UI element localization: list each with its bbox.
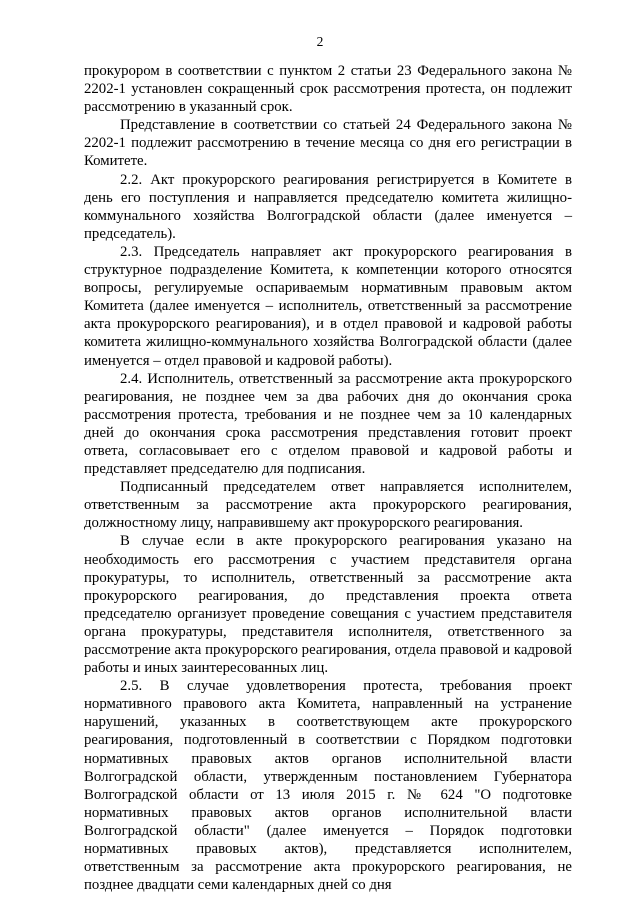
paragraph-continuation: прокурором в соответствии с пунктом 2 статьи 23 Федерального закона № 2202-1 установлен сокращенный срок рассмотрения протеста, он подлежит рассмотрению в указанный срок.: [84, 63, 572, 116]
paragraph-2-3: 2.3. Председатель направляет акт прокурорского реагирования в структурное подразделение Комитета, к компетенции которого относятся вопросы, регулируемые оспариваемым нормативным правовым актом Комитета (далее именуется – исполнитель, ответственный за рассмотрение акта прокурорского реагирования), и в отдел правовой и кадровой работы комитета жилищно-коммунального хозяйства Волгоградской области (далее именуется – отдел правовой и кадровой работы).: [84, 243, 572, 369]
paragraph-2-5: 2.5. В случае удовлетворения протеста, требования проект нормативного правового акта Комитета, направленный на устранение нарушений, указанных в соответствующем акте прокурорского реагирования, подготовленный в соответствии с Порядком подготовки нормативных правовых актов органов исполнительной власти Волгоградской области, утвержденным постановлением Губернатора Волгоградской области от 13 июля 2015 г. № 624 "О подготовке нормативных правовых актов органов исполнительной власти Волгоградской области" (далее именуется – Порядок подготовки нормативных правовых актов), представляется исполнителем, ответственным за рассмотрение акта прокурорского реагирования, не позднее двадцати семи календарных дней со дня: [84, 678, 572, 894]
document-body: [84, 62, 572, 894]
page-number: 2: [316, 34, 324, 49]
paragraph-signed-answer: Подписанный председателем ответ направляется исполнителем, ответственным за рассмотрение акта прокурорского реагирования, должностному лицу, направившему акт прокурорского реагирования.: [84, 479, 572, 532]
paragraph-2-4: 2.4. Исполнитель, ответственный за рассмотрение акта прокурорского реагирования, не позднее чем за два рабочих дня до окончания срока рассмотрения протеста, требования и не позднее чем за 10 календарных дней до окончания срока рассмотрения представления готовит проект ответа, согласовывает его с отделом правовой и кадровой работы и представляет председателю для подписания.: [84, 370, 572, 478]
paragraph-2-2: 2.2. Акт прокурорского реагирования регистрируется в Комитете в день его поступления и направляется председателю комитета жилищно-коммунального хозяйства Волгоградской области (далее именуется – председатель).: [84, 171, 572, 242]
paragraph-representation: Представление в соответствии со статьей 24 Федерального закона № 2202-1 подлежит рассмотрению в течение месяца со дня его регистрации в Комитете.: [84, 117, 572, 170]
paragraph-meeting: В случае если в акте прокурорского реагирования указано на необходимость его рассмотрения с участием представителя органа прокуратуры, то исполнитель, ответственный за рассмотрение акта прокурорского реагирования, до представления проекта ответа председателю организует проведение совещания с участием представителя органа прокуратуры, представителя исполнителя, ответственного за рассмотрение акта прокурорского реагирования, отдела правовой и кадровой работы и иных заинтересованных лиц.: [84, 533, 572, 677]
